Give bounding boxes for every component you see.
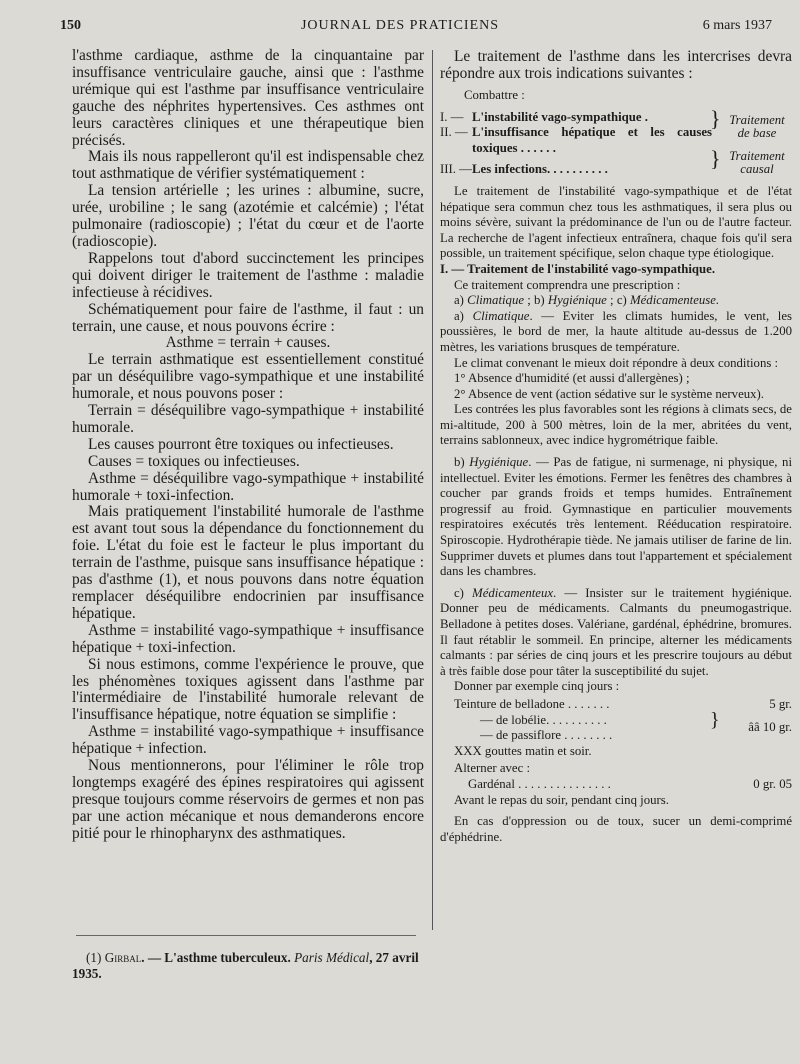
- prescription-group: [454, 713, 710, 744]
- item-text: Les infections. . . . . . . . . .: [472, 162, 608, 177]
- item-number: II. —: [440, 125, 468, 140]
- paragraph: Si nous estimons, comme l'expérience le prouve, que les phénomènes toxiques agissent dans l'asthme par l'intermédiaire de l'instabilité humorale relevant de l'insuffisance hépatique, notre équation se simplifie :: [72, 655, 424, 724]
- list-item: [440, 125, 712, 156]
- item-number: III. —: [440, 162, 472, 177]
- section-title: I. — Traitement de l'instabilité vago-sympathique.: [440, 261, 716, 276]
- brace-icon: }: [710, 708, 720, 731]
- page-header: [0, 14, 800, 38]
- footnote-date: , 27 avril 1935.: [72, 950, 419, 981]
- paragraph: Le climat convenant le mieux doit répondre à deux conditions :: [454, 355, 779, 370]
- brace-icon: }: [710, 106, 721, 131]
- equation: Asthme = instabilité vago-sympathique + insuffisance hépatique + infection.: [72, 723, 424, 758]
- issue-date: 6 mars 1937: [702, 18, 772, 33]
- prescription: [454, 697, 792, 759]
- paragraph: La tension artérielle ; les urines : albumine, sucre, urée, urobiline ; le sang (azotémie et calcémie) ; l'état pulmonaire (radioscopie) ; l'état du cœur et de l'aorte (radioscopie).: [72, 182, 424, 250]
- footnote: [72, 950, 424, 981]
- paragraph: a) Climatique ; b) Hygiénique ; c) Médicamenteuse.: [454, 293, 720, 308]
- right-column: [440, 48, 792, 845]
- list-item: [440, 110, 712, 126]
- list-item: [440, 162, 712, 178]
- prescription-line: XXX gouttes matin et soir.: [454, 743, 592, 758]
- paragraph: Mais pratiquement l'instabilité humorale de l'asthme est avant tout sous la dépendance du fonctionnement du foie. L'état du foie est le facteur le plus important du terrain de l'asthme, puisque sans insuffisance hépatique : pas d'asthme (1), et nous pouvons dans notre équation remplacer déséquilibre endocrinien par insuffisance hépatique.: [72, 503, 424, 622]
- paragraph: Nous mentionnerons, pour l'éliminer le rôle trop longtemps exagéré des épines respiratoires qui agissent presque toujours comme réservoirs de germes et non pas par une action mécanique et nous demanderons encore pitié pour le rhinopharynx des asthmatiques.: [72, 757, 424, 842]
- paragraph: Ce traitement comprendra une prescription :: [454, 277, 681, 292]
- prescription-line: — de passiflore . . . . . . . .: [480, 728, 613, 743]
- footnote-author: Girbal: [104, 950, 142, 965]
- paragraph: 2° Absence de vent (action sédative sur le système nerveux).: [454, 386, 765, 401]
- prescription-line: Gardénal . . . . . . . . . . . . . . . 0 gr. 05: [468, 776, 792, 791]
- paragraph: Alterner avec :: [454, 761, 531, 776]
- paragraph: En cas d'oppression ou de toux, sucer un demi-comprimé d'éphédrine.: [440, 814, 792, 844]
- footnote-rule: [76, 935, 416, 936]
- column-divider: [432, 50, 433, 930]
- paragraph: Les contrées les plus favorables sont les régions à climats secs, de mi-altitude, 200 à 500 mètres, loin de la mer, abritées du vent, terrains sablonneux, avec indice hygrométrique faible.: [440, 402, 792, 448]
- paragraph: a) Climatique. — Eviter les climats humides, le vent, les poussières, le bord de mer, la haute altitude au-dessus de 1.200 mètres, les variations brusques de température.: [440, 308, 793, 354]
- equation: Asthme = terrain + causes.: [165, 334, 331, 352]
- paragraph: Mais ils nous rappelleront qu'il est indispensable chez tout asthmatique de vérifier systématiquement :: [72, 148, 424, 183]
- prescription-line: Teinture de belladone . . . . . . . 5 gr.: [454, 696, 792, 711]
- brace-icon: }: [710, 146, 721, 171]
- paragraph: c) Médicamenteux. — Insister sur le traitement hygiénique. Donner peu de médicaments. Calmants du pneumogastrique. Belladone à petites doses. Valériane, gardénal, éphédrine, bromures. Il faut rétablir le sommeil. En principe, alterner les médicaments calmants : par séries de cinq jours et les prescrire toujours au début à très faible dose pour tâter la susceptibilité du sujet.: [440, 585, 792, 678]
- footnote-text: . — L'asthme tuberculeux.: [141, 950, 291, 965]
- paragraph: Les causes pourront être toxiques ou infectieuses.: [88, 435, 394, 453]
- paragraph: Le traitement de l'asthme dans les intercrises devra répondre aux trois indications suivantes :: [440, 48, 792, 82]
- page-number: 150: [60, 18, 81, 33]
- paragraph: Le traitement de l'instabilité vago-sympathique et de l'état hépatique sera commun chez tous les asthmatiques, il sera plus ou moins sévère, suivant la prédominance de l'un ou de l'autre facteur. La recherche de l'agent infectieux entraînera, chaque fois qu'il sera possible, un traitement spécifique, selon chaque type étiologique.: [440, 183, 792, 261]
- paragraph: Avant le repas du soir, pendant cinq jours.: [454, 792, 669, 807]
- equation: Asthme = déséquilibre vago-sympathique + instabilité humorale + toxi-infection.: [72, 469, 424, 504]
- footnote-marker: (1): [86, 950, 102, 965]
- footnote-source: Paris Médical: [294, 950, 370, 965]
- paragraph: b) Hygiénique. — Pas de fatigue, ni surmenage, ni physique, ni intellectuel. Eviter les émotions. Fermer les fenêtres des chambres à coucher par grands froids et temps humides. Entraînement progressif au froid. Gymnastique en particulier mouvements respiratoires exécutés très lentement. Rééducation respiratoire. Spiroscopie. Hydrothérapie tiède. Ne jamais utiliser de farine de lin. Supprimer duvets et plumes dans tout l'appartement et spécialement dans les chambres.: [440, 455, 792, 579]
- item-text: L'instabilité vago-sympathique .: [472, 109, 648, 124]
- prescription-line: — de lobélie. . . . . . . . . .: [480, 712, 607, 727]
- item-text: L'insuffisance hépatique et les causes toxiques . . . . . .: [472, 125, 712, 155]
- paragraph: Le terrain asthmatique est essentiellement constitué par un déséquilibre vago-sympathique et une instabilité humorale, et nous pouvons poser :: [72, 351, 424, 403]
- paragraph: Rappelons tout d'abord succinctement les principes qui doivent diriger le traitement de l'asthme : maladie infectieuse à récidives.: [72, 249, 424, 301]
- item-number: I. —: [440, 109, 464, 124]
- brace-label: Traitement de base: [729, 113, 785, 140]
- equation: Terrain = déséquilibre vago-sympathique + instabilité humorale.: [72, 402, 424, 436]
- equation: Causes = toxiques ou infectieuses.: [88, 452, 300, 470]
- brace-label: Traitement causal: [729, 149, 785, 176]
- indications-list: [440, 88, 792, 178]
- left-column: [72, 48, 424, 843]
- paragraph: l'asthme cardiaque, asthme de la cinquantaine par insuffisance ventriculaire gauche, ainsi que : l'asthme urémique qui est l'asthme par insuffisance ventriculaire gauche des néphrites hypertensives. Ces asthmes ont leurs caractères cliniques et une thérapeutique bien précisés.: [72, 47, 424, 149]
- list-heading: Combattre :: [464, 88, 525, 102]
- paragraph: 1° Absence d'humidité (et aussi d'allergènes) ;: [454, 371, 690, 386]
- journal-title: JOURNAL DES PRATICIENS: [300, 18, 500, 33]
- equation: Asthme = instabilité vago-sympathique + insuffisance hépatique + toxi-infection.: [72, 621, 424, 656]
- paragraph: Donner par exemple cinq jours :: [454, 679, 620, 694]
- paragraph: Schématiquement pour faire de l'asthme, il faut : un terrain, une cause, et nous pouvons écrire :: [72, 300, 424, 335]
- dose-label: ââ 10 gr.: [748, 719, 792, 734]
